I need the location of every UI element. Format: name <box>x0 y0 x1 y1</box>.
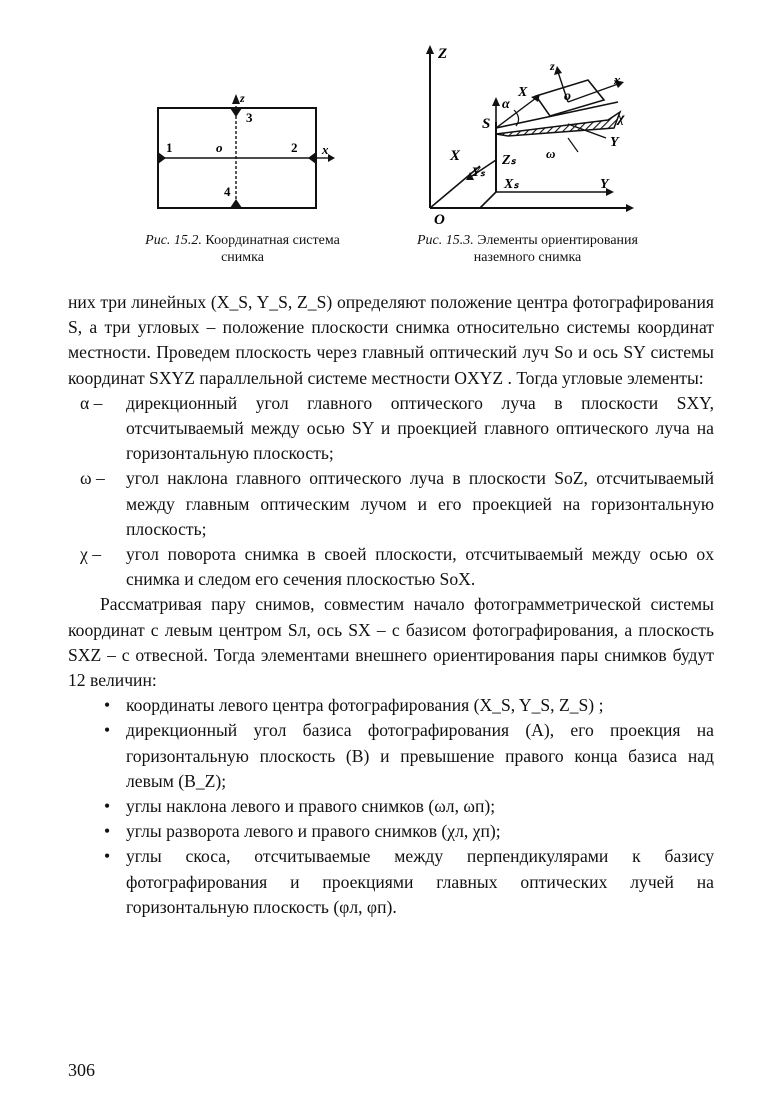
label-S: S <box>482 116 491 132</box>
bullet-icon: • <box>104 796 111 817</box>
label-4: 4 <box>224 184 231 199</box>
list-item <box>68 693 714 718</box>
bullet-icon: • <box>104 846 111 867</box>
bullet-icon: • <box>104 821 111 842</box>
list-item-text: координаты левого центра фотографирования (X_S, Y_S, Z_S) ; <box>126 695 604 716</box>
list-item-text: дирекционный угол базиса фотографирования (A), его проекция на горизонтальную плоскость (B) и превышение правого конца базиса над левым (B_Z); <box>126 720 714 791</box>
label-Y-axis: Y <box>600 177 609 192</box>
label-X-top: X <box>518 85 528 100</box>
label-Zs: Zₛ <box>502 153 516 168</box>
label-Y-top: Y <box>610 135 619 150</box>
figure-15-3 <box>418 42 638 227</box>
label-Ys: Yₛ <box>472 164 485 179</box>
label-o: o <box>216 140 223 155</box>
label-z: z <box>240 91 245 105</box>
list-item <box>68 794 714 819</box>
label-o: o <box>564 89 571 104</box>
definition-text: угол наклона главного оптического луча в плоскости SoZ, отсчитываемый между главным оптическим лучом и его проекцией на горизонтальную плоскость; <box>126 468 714 539</box>
caption-prefix: Рис. 15.2. <box>145 233 202 248</box>
symbol-alpha: α – <box>80 392 103 413</box>
label-3: 3 <box>246 110 253 125</box>
caption-text: Координатная система снимка <box>205 233 340 265</box>
definition-chi <box>68 542 714 592</box>
list-item <box>68 718 714 794</box>
image-coordinate-diagram <box>148 90 338 220</box>
angular-element-definitions <box>68 391 714 593</box>
label-x-small: x <box>614 72 621 87</box>
paragraph-linear-angular-elements: них три линейных (X_S, Y_S, Z_S) определяют положение центра фотографирования S, а три угловых – положение плоскости снимка относительно системы координат местности. Проведем плоскость через главный оптический луч So и ось SY системы координат SXYZ параллельной системе местности OXYZ . Тогда угловые элементы: <box>68 292 714 388</box>
definition-omega <box>68 466 714 542</box>
paragraph-stereo-pair: Рассматривая пару снимов, совместим начало фотограмметрической системы координат с левым центром Sл, ось SX – с базисом фотографирования, а плоскость SXZ – с отвесной. Тогда элементами внешнего ориентирования пары снимков будут 12 величин: <box>68 594 714 691</box>
label-omega: ω <box>546 146 556 161</box>
list-item <box>68 819 714 844</box>
list-item-text: углы скоса, отсчитываемые между перпендикулярами к базису фотографирования и проекциями главных оптических лучей на горизонтальную плоскость (φл, φп). <box>126 846 714 917</box>
definition-text: угол поворота снимка в своей плоскости, отсчитываемый между осью ox снимка и следом его сечения плоскостью SoX. <box>126 544 714 590</box>
symbol-omega: ω – <box>80 468 105 489</box>
label-x: x <box>322 142 329 157</box>
label-chi: χ <box>618 111 625 126</box>
definition-text: дирекционный угол главного оптического луча в плоскости SXY, отсчитываемый между осью SY и проекцией главного оптического луча на горизонтальную плоскость; <box>126 392 714 464</box>
definition-alpha <box>68 391 714 467</box>
orientation-elements-list <box>68 693 714 920</box>
label-1: 1 <box>166 140 173 155</box>
caption-prefix: Рис. 15.3. <box>417 233 474 248</box>
page-number: 306 <box>68 1060 95 1080</box>
bullet-icon: • <box>104 720 111 741</box>
figure-15-3-caption <box>390 232 665 266</box>
label-X-mid: X <box>450 148 461 164</box>
label-2: 2 <box>291 140 298 155</box>
caption-text: Элементы ориентирования наземного снимка <box>473 233 638 265</box>
list-item-text: углы разворота левого и правого снимков (χл, χп); <box>126 821 501 842</box>
label-O: O <box>434 212 445 227</box>
list-item <box>68 844 714 920</box>
body-text <box>68 290 714 920</box>
list-item-text: углы наклона левого и правого снимков (ωл, ωп); <box>126 796 496 817</box>
symbol-chi: χ – <box>80 544 102 565</box>
label-z-small: z <box>550 59 555 73</box>
figure-15-2 <box>148 90 338 220</box>
ground-image-orientation-diagram <box>418 42 638 227</box>
label-Xs: Xₛ <box>504 177 519 192</box>
label-alpha: α <box>502 97 510 112</box>
label-Z: Z <box>438 46 448 62</box>
figure-15-2-caption <box>140 232 345 266</box>
bullet-icon: • <box>104 695 111 716</box>
